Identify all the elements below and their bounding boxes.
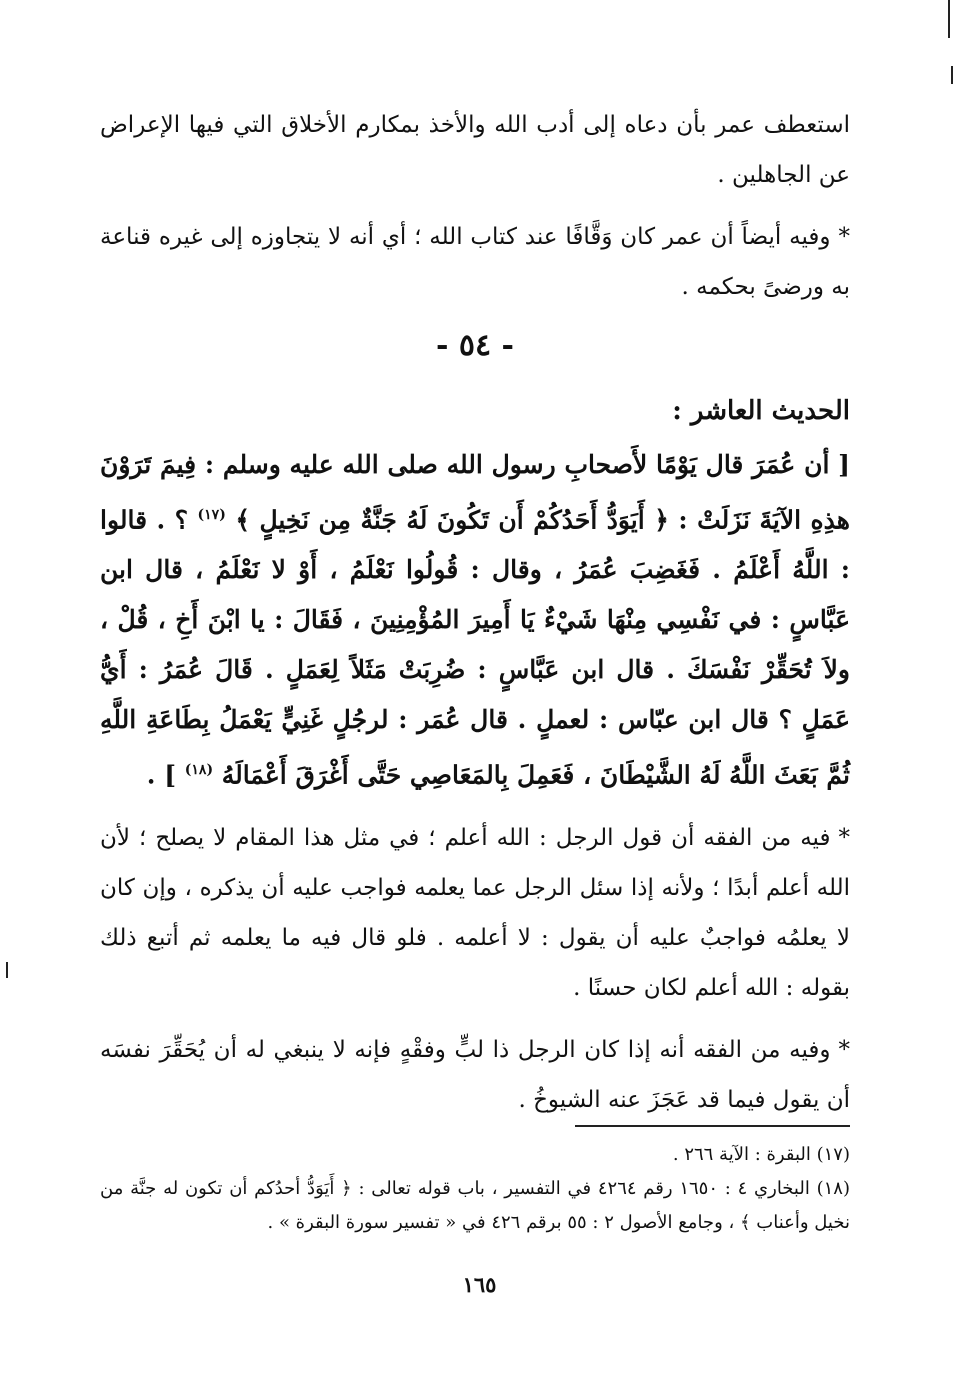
paragraph-bullet-1	[100, 212, 850, 312]
page-number: ١٦٥	[462, 1272, 497, 1297]
hadith-heading: الحديث العاشر :	[672, 396, 850, 426]
bullet-star: *	[838, 1036, 850, 1063]
bullet-star: *	[838, 824, 850, 851]
scan-edge-line-top	[948, 0, 950, 38]
hadith-part-2: ؟ . قالوا : اللَّهُ أَعْلَمُ . فَغَضِبَ عُمَرُ ، وقال : قُولُوا نَعْلَمُ ، أَوْ لا نَعْلَمُ ، قال ابن عَبَّاسٍ : في نَفْسِي مِنْهَا شَيْءٌ يَا أَمِيرَ المُؤْمِنِينَ ، فَقَالَ : يا ابْنَ أَخِ ، قُلْ ، ولاَ تُحَقِّرْ نَفْسَكَ . قال ابن عَبَّاسٍ : ضُرِبَتْ مَثَلاً لِعَمَلٍ . قَالَ عُمَرُ : أَيُّ عَمَلٍ ؟ قال ابن عبّاس : لعملٍ . قال عُمَر : لرجُلٍ غَنِيٍّ يَعْمَلُ بِطَاعَةِ اللَّهِ ثُمَّ بَعَثَ اللَّهُ لَهُ الشَّيْطَانَ ، فَعَمِلَ بِالمَعَاصِي حَتَّى أَغْرَقَ أَعْمَالَهُ	[100, 505, 850, 790]
paragraph-intro: استعطف عمر بأن دعاه إلى أدب الله والأخذ بمكارم الأخلاق التي فيها الإعراض عن الجاهلين .	[100, 112, 850, 188]
footnotes	[100, 1138, 850, 1240]
hadith-text	[100, 440, 850, 801]
scan-edge-line-mid	[951, 66, 953, 84]
scan-edge-line-left	[6, 962, 8, 978]
footnote-separator	[575, 1125, 850, 1127]
hadith-part-1: [ أن عُمَرَ قال يَوْمًا لأَصحابِ رسول الله صلى الله عليه وسلم : فِيمَ تَرَوْنَ هذِهِ الآيَةَ نَزَلَتْ : ﴿ أَيَوَدُّ أَحَدُكُمْ أَن تَكُونَ لَهُ جَنَّةٌ مِن نَخِيلٍ ﴾	[100, 450, 850, 535]
footnote-ref-17[interactable]: (١٧)	[197, 507, 226, 523]
footnote-17: (١٧) البقرة : الآية ٢٦٦ .	[672, 1144, 850, 1165]
paragraph-text: وفيه أيضاً أن عمر كان وَقَّافًا عند كتاب الله ؛ أي أنه لا يتجاوزه إلى غيره قناعة به ورضىً بحكمه .	[100, 224, 850, 300]
paragraph-text: وفيه من الفقه أنه إذا كان الرجل ذا لبٍّ وفقْهٍ فإنه لا ينبغي له أن يُحَقِّرَ نفسَه أن يقول فيما قد عَجَزَ عنه الشيوخُ .	[100, 1036, 850, 1113]
hadith-end: ] .	[146, 760, 177, 790]
paragraph-bullet-3	[100, 1025, 850, 1125]
footnote-ref-18[interactable]: (١٨)	[184, 762, 214, 779]
page-body	[100, 100, 850, 1125]
section-number: - ٥٤ -	[435, 328, 515, 363]
footnote-18: (١٨) البخاري ٤ : ١٦٥٠ رقم ٤٢٦٤ في التفسير ، باب قوله تعالى : ﴿ أَيَوَدُّ أحدُكم أن تكون له جنَّة من نخيل وأعناب ﴾ ، وجامع الأصول ٢ : ٥٥ برقم ٤٢٦ في « تفسير سورة البقرة » .	[100, 1178, 851, 1233]
paragraph-text: فيه من الفقه أن قول الرجل : الله أعلم ؛ في مثل هذا المقام لا يصلح ؛ لأن الله أعلم أبدًا ؛ ولأنه إذا سئل الرجل عما يعلمه فواجب عليه أن يذكره ، وإن كان لا يعلمُه فواجبٌ عليه أن يقول : لا أعلمه . فلو قال فيه ما يعلمه ثم أتبع ذلك بقوله : الله أعلم لكان حسنًا .	[100, 824, 850, 1001]
bullet-star: *	[838, 224, 850, 250]
paragraph-bullet-2	[100, 813, 850, 1013]
